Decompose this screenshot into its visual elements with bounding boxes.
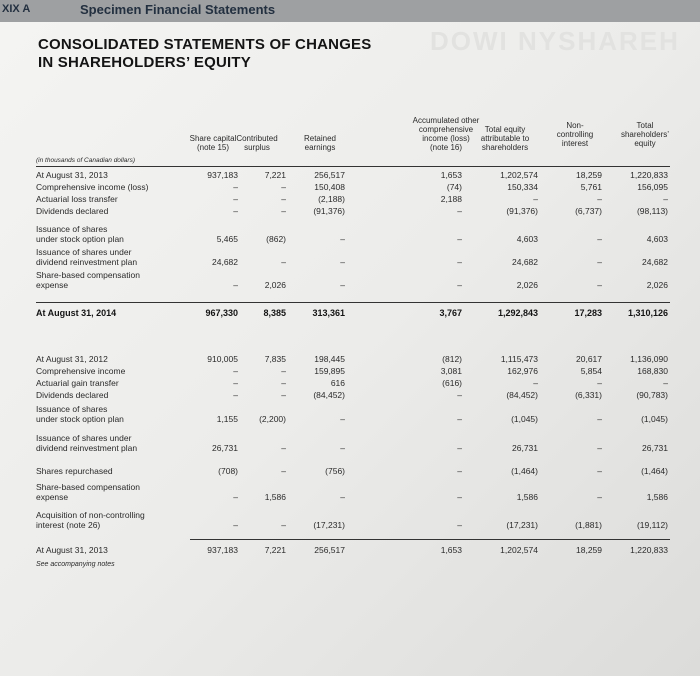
fy2013-cell-total-attributable: (1,045) <box>511 414 538 424</box>
fy2014-cell-contributed-surplus: 7,221 <box>264 170 286 180</box>
fy2014-cell-total-equity: (98,113) <box>636 206 668 216</box>
fy2014-cell-share-capital: 5,465 <box>216 234 238 244</box>
column-header-total-equity: equity <box>634 139 656 148</box>
fy2013-cell-retained-earnings: – <box>340 414 345 424</box>
fy2014-cell-retained-earnings: (2,188) <box>318 194 345 204</box>
title-line-1: CONSOLIDATED STATEMENTS OF CHANGES <box>38 36 372 53</box>
fy2014-cell-non-controlling: – <box>597 257 602 267</box>
column-header-non-controlling: interest <box>561 139 589 148</box>
fy2013-row-label: At August 31, 2012 <box>36 354 108 364</box>
fy2013-cell-contributed-surplus: – <box>281 378 286 388</box>
fy2013-cell-contributed-surplus: (2,200) <box>259 414 286 424</box>
fy2014-cell-aoci: – <box>457 206 462 216</box>
fy2013-cell-share-capital: – <box>233 492 238 502</box>
header-rule <box>36 166 670 167</box>
fy2013-cell-contributed-surplus: 1,586 <box>264 492 286 502</box>
fy2014-cell-retained-earnings: – <box>340 257 345 267</box>
fy2013-row-label: Issuance of shares under <box>36 433 132 443</box>
fy2013-cell-total-attributable: – <box>533 378 538 388</box>
fy2013-cell-non-controlling: 5,854 <box>580 366 602 376</box>
column-header-total-attributable: Total equity <box>484 125 526 134</box>
fy2014-row-label: dividend reinvestment plan <box>36 257 138 267</box>
fy2013-cell-aoci: – <box>457 466 462 476</box>
fy2013-cell-retained-earnings: (84,452) <box>313 390 345 400</box>
fy2014-cell-total-attributable: (91,376) <box>506 206 538 216</box>
fy2013-row-label: expense <box>36 492 69 502</box>
fy2013-cell-share-capital: – <box>233 520 238 530</box>
fy2014-row-label: Share-based compensation <box>36 270 140 280</box>
column-header-aoci: comprehensive <box>418 125 474 134</box>
fy2014-cell-contributed-surplus: – <box>281 257 286 267</box>
fy2014-cell-total-equity: 2,026 <box>646 280 668 290</box>
fy2013-cell-total-attributable: 1,115,473 <box>500 354 538 364</box>
fy2013-row-label: Dividends declared <box>36 390 109 400</box>
fy2013-row-label: Share-based compensation <box>36 482 140 492</box>
column-header-non-controlling: controlling <box>556 130 594 139</box>
fy2013-cell-total-attributable: (1,464) <box>511 466 538 476</box>
fy2013-cell-total-attributable: 1,586 <box>516 492 538 502</box>
fy2013-cell-retained-earnings: 159,895 <box>314 366 345 376</box>
fy2013-cell-total-equity: – <box>663 378 668 388</box>
fy2013-cell-aoci: – <box>457 414 462 424</box>
fy2013-row-label: Acquisition of non-controlling <box>36 510 145 520</box>
fy2013-cell-non-controlling: – <box>597 466 602 476</box>
fy2013-cell-non-controlling: 18,259 <box>576 545 602 555</box>
fy2014-row-label: Issuance of shares under <box>36 247 132 257</box>
fy2014-cell-contributed-surplus: 8,385 <box>263 308 286 318</box>
fy2013-cell-aoci: – <box>457 492 462 502</box>
fy2013-cell-aoci: (812) <box>442 354 462 364</box>
fy2013-cell-aoci: 3,081 <box>440 366 462 376</box>
fy2014-cell-share-capital: – <box>233 194 238 204</box>
fy2013-cell-contributed-surplus: – <box>281 466 286 476</box>
fy2014-cell-total-equity: 1,220,833 <box>630 170 668 180</box>
fy2013-row-label: dividend reinvestment plan <box>36 443 138 453</box>
column-header-retained-earnings: Retained <box>303 134 337 143</box>
fy2013-row-label: Comprehensive income <box>36 366 126 376</box>
fy2013-cell-total-attributable: (84,452) <box>506 390 538 400</box>
fy2013-cell-retained-earnings: – <box>340 443 345 453</box>
fy2014-cell-total-equity: – <box>663 194 668 204</box>
fy2014-cell-non-controlling: – <box>597 194 602 204</box>
fy2013-cell-total-equity: (1,464) <box>641 466 668 476</box>
fy2013-row-label: interest (note 26) <box>36 520 101 530</box>
fy2013-cell-total-attributable: 1,202,574 <box>500 545 538 555</box>
fy2014-cell-aoci: 2,188 <box>440 194 462 204</box>
fy2014-cell-total-attributable: 24,682 <box>512 257 538 267</box>
fy2013-cell-non-controlling: (1,881) <box>575 520 602 530</box>
fy2014-cell-non-controlling: – <box>597 280 602 290</box>
fy2014-cell-total-equity: 1,310,126 <box>627 308 668 318</box>
column-header-aoci: Accumulated other <box>412 116 480 125</box>
fy2013-cell-total-attributable: 26,731 <box>512 443 538 453</box>
fy2013-row-label: under stock option plan <box>36 414 124 424</box>
fy2013-cell-share-capital: (708) <box>218 466 238 476</box>
fy2013-cell-total-equity: 1,586 <box>646 492 668 502</box>
fy2013-cell-aoci: – <box>457 390 462 400</box>
fy2013-cell-aoci: (616) <box>442 378 462 388</box>
fy2014-cell-contributed-surplus: – <box>281 206 286 216</box>
fy2014-cell-total-equity: 4,603 <box>646 234 668 244</box>
fy2014-cell-total-equity: 156,095 <box>637 182 668 192</box>
fy2013-row-label: Issuance of shares <box>36 404 108 414</box>
fy2014-cell-contributed-surplus: – <box>281 182 286 192</box>
fy2014-row-label: Issuance of shares <box>36 224 108 234</box>
fy2014-cell-retained-earnings: 313,361 <box>312 308 345 318</box>
fy2014-row-label: expense <box>36 280 69 290</box>
fy2014-cell-total-attributable: 2,026 <box>516 280 538 290</box>
fy2014-cell-share-capital: 967,330 <box>205 308 238 318</box>
fy2013-cell-contributed-surplus: – <box>281 390 286 400</box>
fy2013-row-label: Shares repurchased <box>36 466 113 476</box>
fy2013-cell-total-equity: (90,783) <box>636 390 668 400</box>
top-bar <box>0 0 700 22</box>
fy2014-cell-retained-earnings: – <box>340 280 345 290</box>
document-page <box>0 22 700 676</box>
fy2014-cell-total-attributable: 150,334 <box>507 182 538 192</box>
fy2013-cell-total-attributable: (17,231) <box>506 520 538 530</box>
fy2014-cell-share-capital: – <box>233 206 238 216</box>
fy2013-cell-total-equity: (1,045) <box>641 414 668 424</box>
fy2014-cell-non-controlling: (6,737) <box>575 206 602 216</box>
faded-watermark: DOWI NYSHAREH <box>430 26 680 56</box>
fy2013-cell-total-attributable: 162,976 <box>507 366 538 376</box>
fy2013-cell-contributed-surplus: – <box>281 520 286 530</box>
fy2014-row-label: Dividends declared <box>36 206 109 216</box>
fy2013-cell-aoci: – <box>457 520 462 530</box>
fy2014-cell-total-attributable: 1,202,574 <box>500 170 538 180</box>
column-header-contributed-surplus: Contributed <box>236 134 278 143</box>
fy2014-cell-share-capital: – <box>233 280 238 290</box>
fy2014-cell-contributed-surplus: 2,026 <box>264 280 286 290</box>
fy2013-cell-non-controlling: – <box>597 492 602 502</box>
fy2013-cell-share-capital: 1,155 <box>216 414 238 424</box>
fy2014-cell-retained-earnings: (91,376) <box>313 206 345 216</box>
fy2014-cell-contributed-surplus: (862) <box>266 234 286 244</box>
fy2014-cell-retained-earnings: 256,517 <box>314 170 345 180</box>
fy2013-cell-share-capital: – <box>233 366 238 376</box>
fy2013-cell-non-controlling: – <box>597 378 602 388</box>
fy2013-total-rule <box>190 539 670 540</box>
fy2013-cell-aoci: – <box>457 443 462 453</box>
running-header: Specimen Financial Statements <box>80 2 276 17</box>
fy2014-row-label: Comprehensive income (loss) <box>36 182 149 192</box>
column-header-non-controlling: Non- <box>566 121 584 130</box>
fy2013-cell-share-capital: 910,005 <box>207 354 238 364</box>
fy2014-cell-aoci: 3,767 <box>439 308 462 318</box>
fy2014-cell-non-controlling: – <box>597 234 602 244</box>
column-header-total-attributable: attributable to <box>480 134 530 143</box>
fy2014-cell-retained-earnings: – <box>340 234 345 244</box>
fy2014-total-rule <box>36 302 670 303</box>
fy2014-cell-total-attributable: 1,292,843 <box>497 308 538 318</box>
page-title <box>38 36 498 72</box>
fy2014-row-label: Actuarial loss transfer <box>36 194 118 204</box>
fy2014-cell-aoci: – <box>457 280 462 290</box>
fy2014-cell-non-controlling: 18,259 <box>576 170 602 180</box>
fy2014-cell-total-attributable: – <box>533 194 538 204</box>
fy2014-cell-contributed-surplus: – <box>281 194 286 204</box>
fy2014-cell-aoci: 1,653 <box>440 170 462 180</box>
fy2013-cell-contributed-surplus: 7,835 <box>264 354 286 364</box>
fy2013-cell-retained-earnings: – <box>340 492 345 502</box>
fy2014-row-label: under stock option plan <box>36 234 124 244</box>
fy2014-cell-total-equity: 24,682 <box>642 257 668 267</box>
fy2014-cell-total-attributable: 4,603 <box>516 234 538 244</box>
fy2013-cell-retained-earnings: (756) <box>325 466 345 476</box>
fy2013-cell-share-capital: 937,183 <box>207 545 238 555</box>
fy2013-row-label: At August 31, 2013 <box>36 545 108 555</box>
appendix-label: XIX A <box>2 3 31 15</box>
fy2013-cell-non-controlling: – <box>597 414 602 424</box>
fy2013-cell-aoci: 1,653 <box>440 545 462 555</box>
fy2014-cell-share-capital: – <box>233 182 238 192</box>
fy2014-cell-share-capital: 24,682 <box>212 257 238 267</box>
fy2013-cell-total-equity: (19,112) <box>636 520 668 530</box>
fy2014-cell-retained-earnings: 150,408 <box>314 182 345 192</box>
column-header-contributed-surplus: surplus <box>244 143 270 152</box>
fy2013-cell-total-equity: 1,136,090 <box>630 354 668 364</box>
column-header-share-capital: (note 15) <box>196 143 230 152</box>
fy2014-row-label: At August 31, 2014 <box>36 308 117 318</box>
fy2014-cell-share-capital: 937,183 <box>207 170 238 180</box>
column-header-total-attributable: shareholders <box>481 143 529 152</box>
column-header-share-capital: Share capital <box>189 134 237 143</box>
fy2014-cell-aoci: – <box>457 234 462 244</box>
fy2013-cell-non-controlling: – <box>597 443 602 453</box>
column-header-total-equity: shareholders’ <box>620 130 670 139</box>
fy2013-cell-total-equity: 1,220,833 <box>630 545 668 555</box>
column-header-total-equity: Total <box>636 121 654 130</box>
fy2014-cell-aoci: (74) <box>446 182 462 192</box>
fy2013-cell-contributed-surplus: 7,221 <box>264 545 286 555</box>
footnote: See accompanying notes <box>36 561 115 568</box>
fy2013-row-label: Actuarial gain transfer <box>36 378 119 388</box>
title-line-2: IN SHAREHOLDERS’ EQUITY <box>38 54 251 71</box>
column-header-aoci: (note 16) <box>429 143 463 152</box>
fy2013-cell-total-equity: 168,830 <box>637 366 668 376</box>
units-label: (in thousands of Canadian dollars) <box>36 157 136 164</box>
fy2013-cell-retained-earnings: (17,231) <box>313 520 345 530</box>
fy2013-cell-retained-earnings: 616 <box>330 378 345 388</box>
fy2014-cell-aoci: – <box>457 257 462 267</box>
fy2013-cell-non-controlling: (6,331) <box>575 390 602 400</box>
column-header-retained-earnings: earnings <box>304 143 336 152</box>
fy2013-cell-retained-earnings: 198,445 <box>314 354 345 364</box>
fy2013-cell-contributed-surplus: – <box>281 366 286 376</box>
fy2013-cell-total-equity: 26,731 <box>642 443 668 453</box>
fy2014-cell-non-controlling: 17,283 <box>574 308 602 318</box>
fy2013-cell-share-capital: – <box>233 378 238 388</box>
fy2013-cell-non-controlling: 20,617 <box>576 354 602 364</box>
fy2013-cell-share-capital: – <box>233 390 238 400</box>
fy2013-cell-share-capital: 26,731 <box>212 443 238 453</box>
fy2013-cell-retained-earnings: 256,517 <box>314 545 345 555</box>
fy2014-row-label: At August 31, 2013 <box>36 170 108 180</box>
fy2014-cell-non-controlling: 5,761 <box>580 182 602 192</box>
column-header-aoci: income (loss) <box>422 134 470 143</box>
fy2013-cell-contributed-surplus: – <box>281 443 286 453</box>
